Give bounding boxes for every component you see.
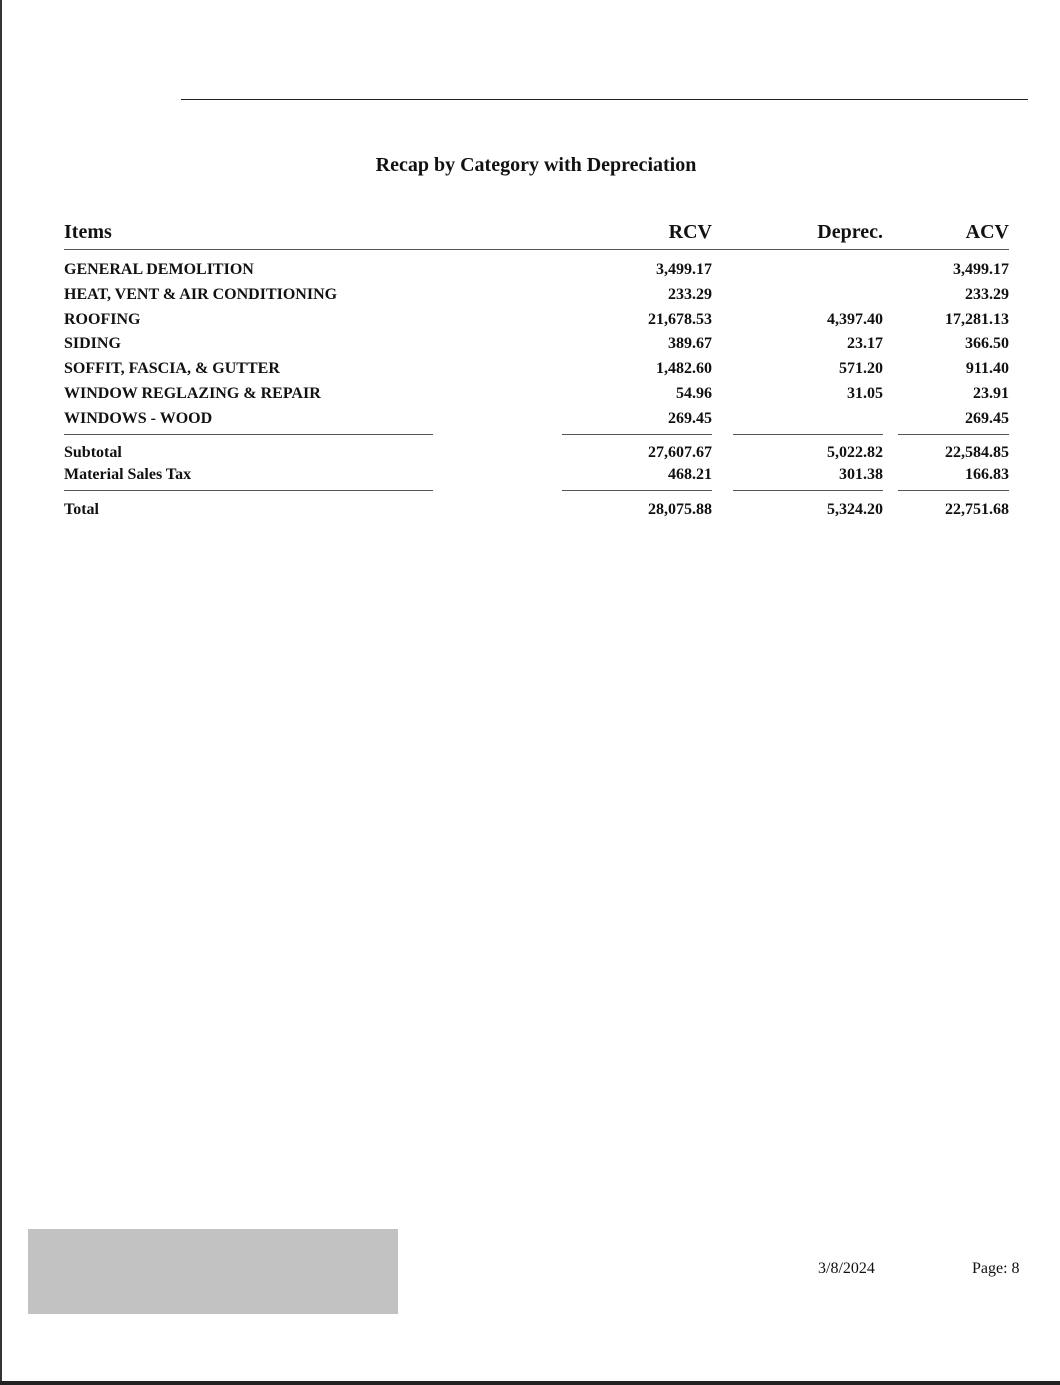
row-deprec: 31.05 xyxy=(847,385,883,402)
row-acv: 366.50 xyxy=(965,335,1009,352)
page-left-border xyxy=(0,0,2,1385)
subtotal-divider xyxy=(733,434,883,435)
row-acv: 911.40 xyxy=(965,360,1009,377)
row-rcv: 468.21 xyxy=(668,466,712,483)
row-label: GENERAL DEMOLITION xyxy=(64,261,254,278)
subtotal-row xyxy=(0,444,1060,466)
row-acv: 233.29 xyxy=(965,286,1009,303)
total-row xyxy=(0,501,1060,523)
total-divider xyxy=(64,490,433,491)
row-acv: 269.45 xyxy=(965,410,1009,427)
row-label: Subtotal xyxy=(64,444,122,461)
row-acv: 23.91 xyxy=(973,385,1009,402)
row-label: Total xyxy=(64,501,99,518)
row-label: SOFFIT, FASCIA, & GUTTER xyxy=(64,360,280,377)
subtotal-divider xyxy=(898,434,1009,435)
row-rcv: 54.96 xyxy=(676,385,712,402)
table-row xyxy=(0,335,1060,357)
row-rcv: 3,499.17 xyxy=(656,261,712,278)
footer-date: 3/8/2024 xyxy=(818,1260,875,1277)
header-rule xyxy=(181,99,1028,100)
row-rcv: 269.45 xyxy=(668,410,712,427)
subtotal-divider xyxy=(64,434,433,435)
row-label: WINDOWS - WOOD xyxy=(64,410,213,427)
table-row xyxy=(0,311,1060,333)
table-row xyxy=(0,261,1060,283)
table-row xyxy=(0,410,1060,432)
total-divider xyxy=(898,490,1009,491)
column-header-rcv: RCV xyxy=(668,221,712,243)
column-header-acv: ACV xyxy=(965,221,1009,243)
row-acv: 22,584.85 xyxy=(945,444,1009,461)
footer-page-number: Page: 8 xyxy=(972,1260,1020,1277)
row-rcv: 27,607.67 xyxy=(648,444,712,461)
row-label: Material Sales Tax xyxy=(64,466,192,483)
row-acv: 17,281.13 xyxy=(945,311,1009,328)
row-deprec: 23.17 xyxy=(847,335,883,352)
total-divider xyxy=(562,490,712,491)
row-label: WINDOW REGLAZING & REPAIR xyxy=(64,385,321,402)
row-acv: 3,499.17 xyxy=(953,261,1009,278)
row-deprec: 5,324.20 xyxy=(827,501,883,518)
column-header-deprec: Deprec. xyxy=(817,221,883,243)
subtotal-divider xyxy=(562,434,712,435)
table-row xyxy=(0,286,1060,308)
row-rcv: 28,075.88 xyxy=(648,501,712,518)
page-bottom-border xyxy=(0,1381,1060,1385)
table-row xyxy=(0,360,1060,382)
row-deprec: 4,397.40 xyxy=(827,311,883,328)
row-rcv: 389.67 xyxy=(668,335,712,352)
row-label: SIDING xyxy=(64,335,121,352)
redacted-block xyxy=(28,1229,398,1314)
row-rcv: 21,678.53 xyxy=(648,311,712,328)
row-rcv: 233.29 xyxy=(668,286,712,303)
table-row xyxy=(0,385,1060,407)
page-title: Recap by Category with Depreciation xyxy=(375,154,697,176)
row-label: HEAT, VENT & AIR CONDITIONING xyxy=(64,286,338,303)
total-divider xyxy=(733,490,883,491)
row-acv: 22,751.68 xyxy=(945,501,1009,518)
row-rcv: 1,482.60 xyxy=(656,360,712,377)
tax-row xyxy=(0,466,1060,488)
row-deprec: 301.38 xyxy=(839,466,883,483)
row-deprec: 571.20 xyxy=(839,360,883,377)
row-acv: 166.83 xyxy=(965,466,1009,483)
column-header-items: Items xyxy=(64,221,112,243)
header-divider xyxy=(64,249,1009,250)
row-label: ROOFING xyxy=(64,311,141,328)
row-deprec: 5,022.82 xyxy=(827,444,883,461)
